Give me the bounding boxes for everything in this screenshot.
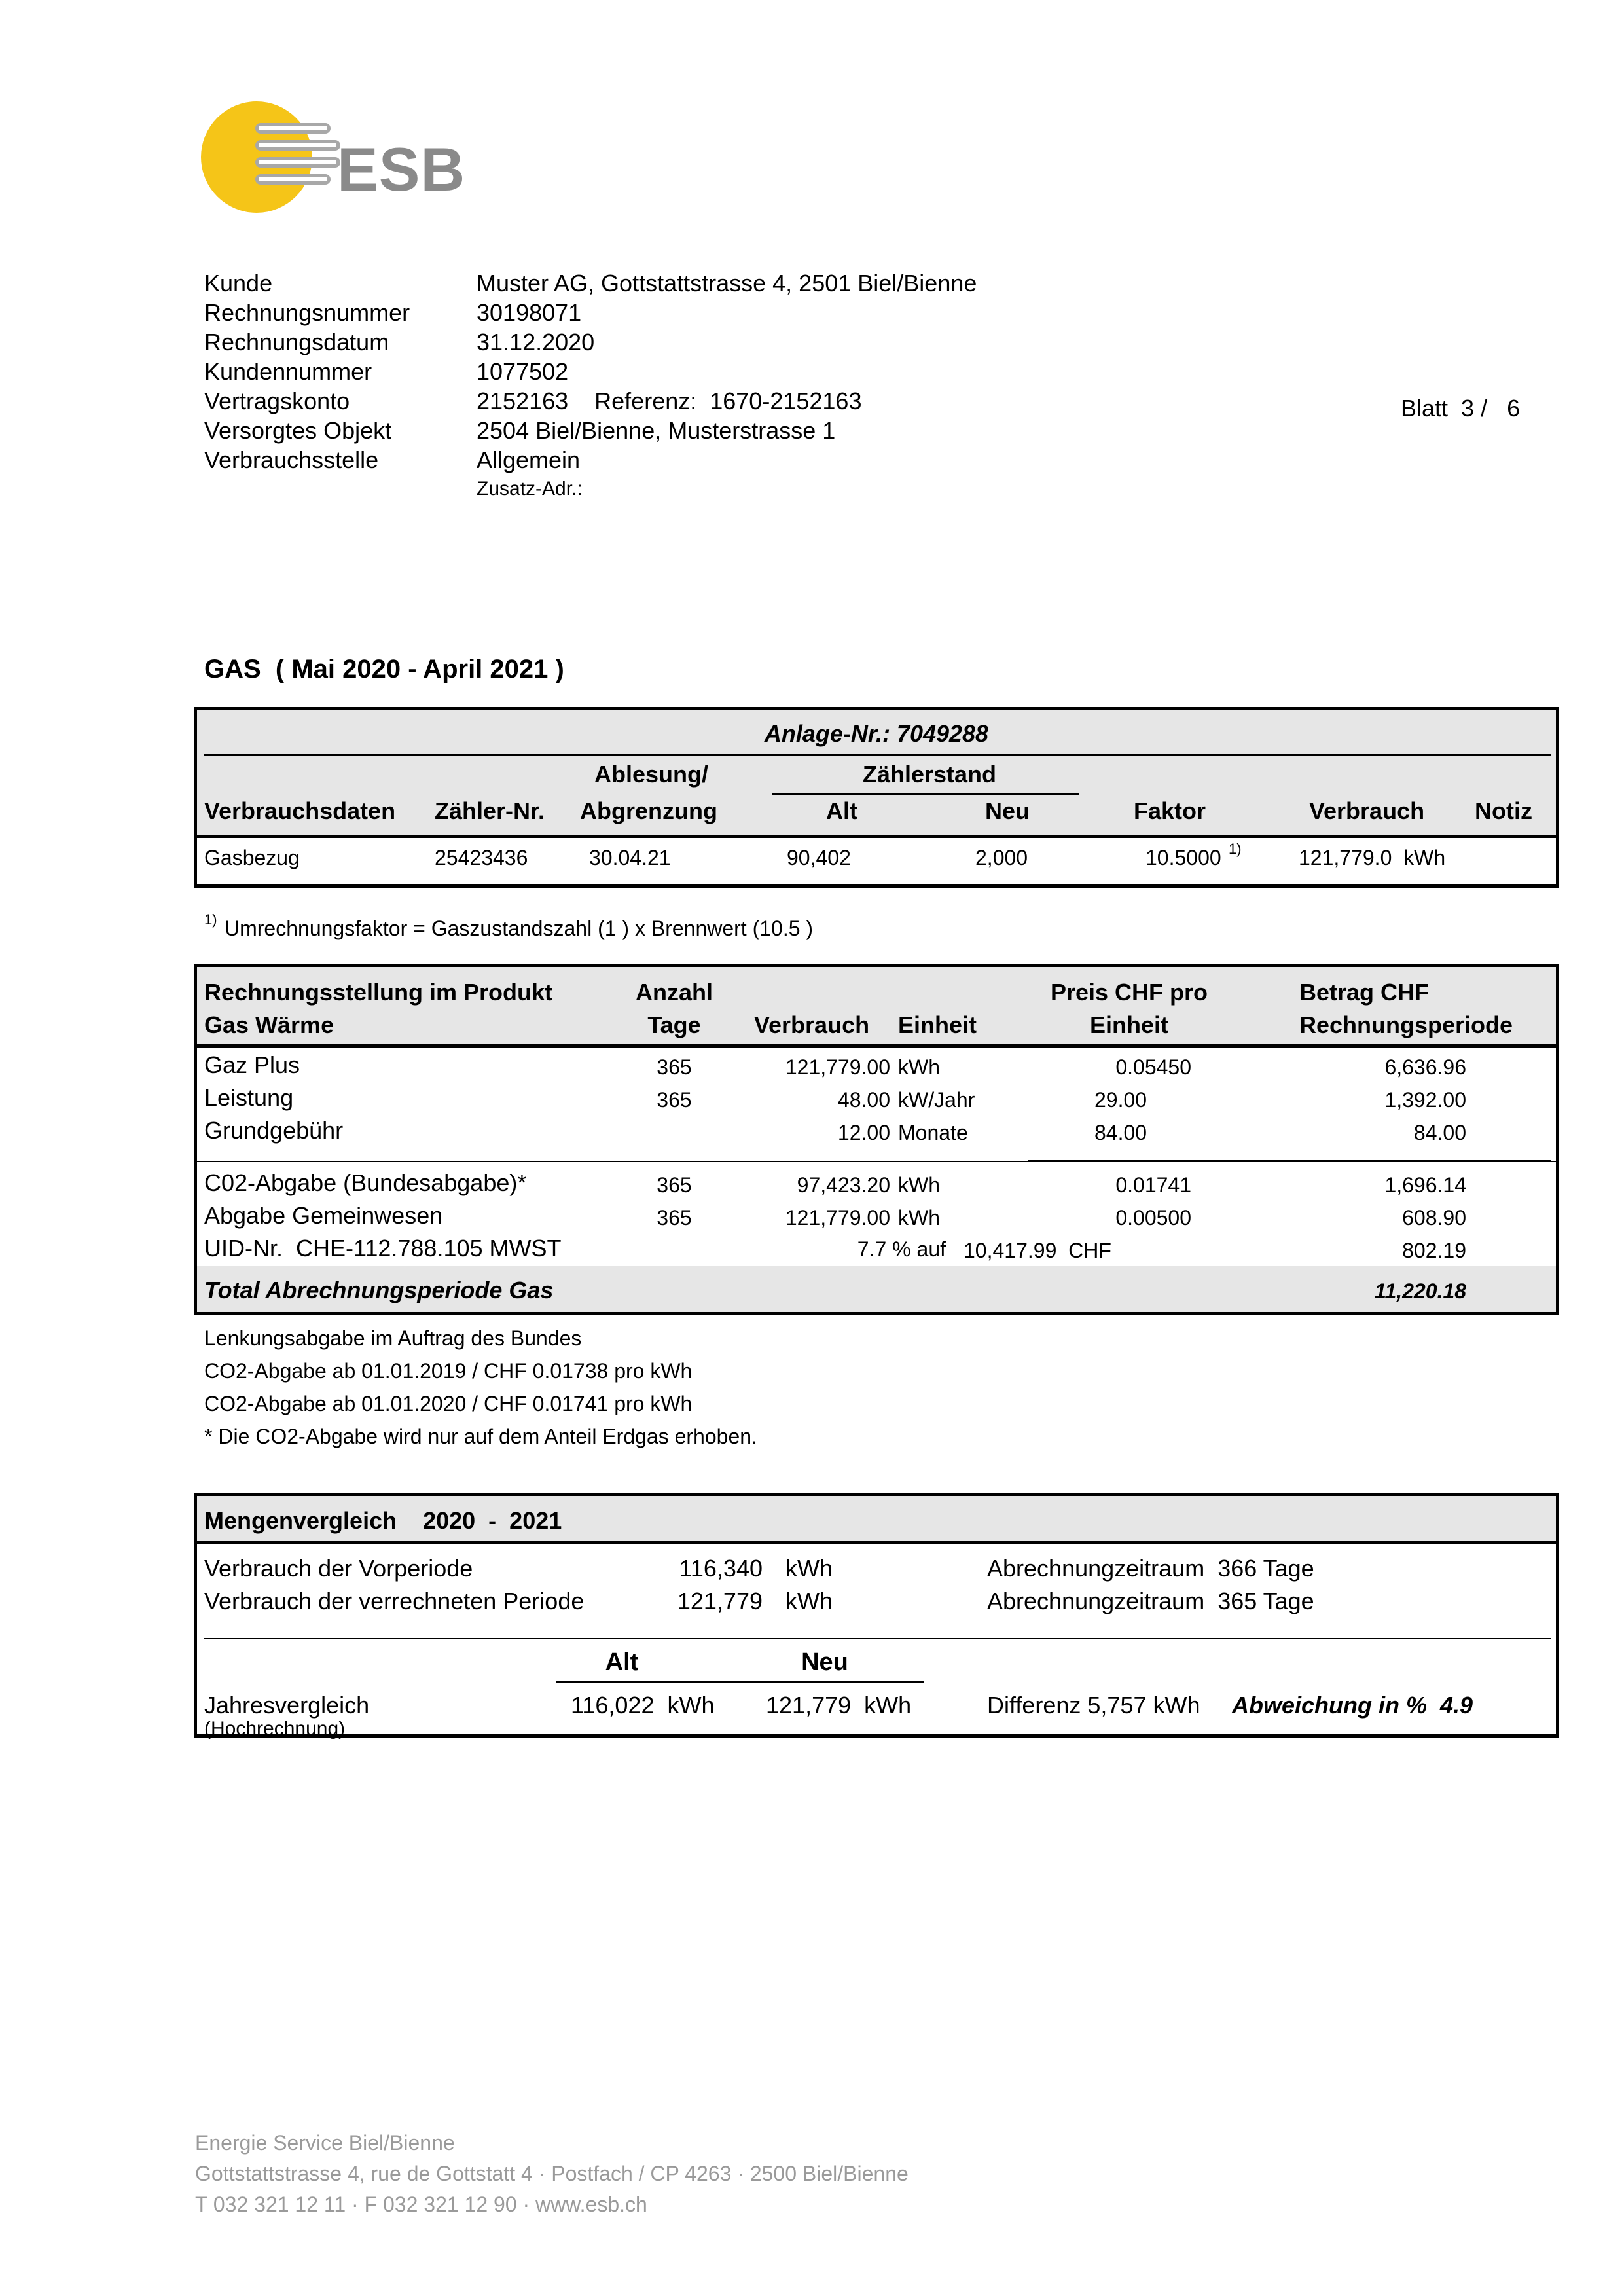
info-value: 30198071 bbox=[477, 299, 582, 326]
note-line: CO2-Abgabe ab 01.01.2019 / CHF 0.01738 pro kWh bbox=[204, 1359, 693, 1383]
footer-company: Energie Service Biel/Bienne bbox=[195, 2131, 455, 2155]
billing-row-tage: 365 bbox=[657, 1173, 692, 1197]
billing-row-preis: 84.00 bbox=[1094, 1121, 1147, 1144]
billing-row-einheit: kWh bbox=[898, 1206, 940, 1230]
header-zaehlerstand: Zählerstand bbox=[862, 761, 997, 788]
billing-row-name: Leistung bbox=[204, 1084, 294, 1111]
info-label: Vertragskonto bbox=[204, 388, 350, 414]
row-type: Gasbezug bbox=[204, 846, 300, 869]
info-value: 2152163 Referenz: 1670-2152163 bbox=[477, 388, 862, 414]
verrechnet-value: 121,779 bbox=[677, 1588, 763, 1614]
comparison-alt-header: Alt bbox=[605, 1649, 639, 1676]
billing-row-tage: 365 bbox=[657, 1206, 692, 1230]
note-line: Lenkungsabgabe im Auftrag des Bundes bbox=[204, 1326, 582, 1350]
info-value: Allgemein bbox=[477, 446, 581, 473]
info-value: Muster AG, Gottstattstrasse 4, 2501 Biel/Bienne bbox=[477, 270, 977, 297]
billing-row-name: Gaz Plus bbox=[204, 1051, 300, 1078]
billing-row-preis: 0.05450 bbox=[1115, 1055, 1191, 1079]
anlage-nr: Anlage-Nr.: 7049288 bbox=[764, 720, 989, 747]
billing-row-einheit: kW/Jahr bbox=[898, 1088, 975, 1112]
note-line: * Die CO2-Abgabe wird nur auf dem Anteil Erdgas erhoben. bbox=[204, 1425, 757, 1448]
billing-header-betrag: Betrag CHF bbox=[1299, 979, 1430, 1006]
billing-row-name: C02-Abgabe (Bundesabgabe)* bbox=[204, 1169, 527, 1196]
billing-row-betrag: 6,636.96 bbox=[1384, 1055, 1466, 1079]
vorperiode-label: Verbrauch der Vorperiode bbox=[204, 1555, 473, 1582]
uid-label: UID-Nr. CHE-112.788.105 MWST bbox=[204, 1235, 562, 1262]
row-verbrauch: 121,779.0 kWh bbox=[1299, 846, 1446, 869]
info-value: 1077502 bbox=[477, 358, 569, 385]
jahres-neu: 121,779 kWh bbox=[766, 1692, 912, 1719]
billing-row-einheit: kWh bbox=[898, 1055, 940, 1079]
billing-row-name: Abgabe Gemeinwesen bbox=[204, 1202, 443, 1229]
billing-row-verbrauch: 121,779.00 bbox=[785, 1206, 890, 1230]
divider bbox=[197, 1541, 1556, 1544]
divider bbox=[772, 793, 1079, 795]
divider bbox=[204, 1638, 1551, 1639]
note-line: CO2-Abgabe ab 01.01.2020 / CHF 0.01741 pro kWh bbox=[204, 1392, 693, 1415]
section-title: GAS ( Mai 2020 - April 2021 ) bbox=[204, 655, 564, 683]
billing-row-betrag: 1,696.14 bbox=[1384, 1173, 1466, 1197]
vorperiode-zeitraum: Abrechnungzeitraum 366 Tage bbox=[987, 1555, 1314, 1582]
verrechnet-unit: kWh bbox=[785, 1588, 833, 1614]
billing-row-betrag: 608.90 bbox=[1402, 1206, 1466, 1230]
row-faktor: 10.5000 bbox=[1145, 846, 1221, 869]
row-faktor-footnote: 1) bbox=[1229, 841, 1242, 857]
hochrechnung-label: (Hochrechnung) bbox=[204, 1718, 346, 1740]
billing-row-betrag: 1,392.00 bbox=[1384, 1088, 1466, 1112]
row-zaehler-nr: 25423436 bbox=[435, 846, 528, 869]
billing-header-gas-waerme: Gas Wärme bbox=[204, 1011, 334, 1038]
billing-row-verbrauch: 97,423.20 bbox=[797, 1173, 890, 1197]
billing-header-preis-einheit: Einheit bbox=[1089, 1011, 1168, 1038]
customer-info bbox=[0, 270, 1309, 505]
zusatz-adresse: Zusatz-Adr.: bbox=[477, 478, 583, 500]
info-label: Verbrauchsstelle bbox=[204, 446, 379, 473]
row-neu: 2,000 bbox=[975, 846, 1028, 869]
billing-header-verbrauch: Verbrauch bbox=[754, 1011, 870, 1038]
info-label: Versorgtes Objekt bbox=[204, 417, 392, 444]
info-label: Kunde bbox=[204, 270, 273, 297]
total-value: 11,220.18 bbox=[1375, 1279, 1466, 1303]
billing-row-preis: 29.00 bbox=[1094, 1088, 1147, 1112]
divider bbox=[197, 1044, 1556, 1048]
footnote-text: Umrechnungsfaktor = Gaszustandszahl (1 ) x Brennwert (10.5 ) bbox=[225, 917, 814, 940]
billing-row-preis: 0.00500 bbox=[1115, 1206, 1191, 1230]
billing-row-einheit: kWh bbox=[898, 1173, 940, 1197]
logo-text: ESB bbox=[337, 135, 466, 204]
billing-header-tage: Tage bbox=[647, 1011, 701, 1038]
info-label: Kundennummer bbox=[204, 358, 372, 385]
abweichung: Abweichung in % 4.9 bbox=[1232, 1692, 1473, 1719]
total-label: Total Abrechnungsperiode Gas bbox=[204, 1277, 554, 1303]
header-abgrenzung: Abgrenzung bbox=[580, 797, 717, 824]
differenz: Differenz 5,757 kWh bbox=[987, 1692, 1200, 1719]
footer-address: Gottstattstrasse 4, rue de Gottstatt 4 · Postfach / CP 4263 · 2500 Biel/Bienne bbox=[195, 2162, 909, 2185]
comparison-neu-header: Neu bbox=[801, 1649, 848, 1676]
footnote-marker: 1) bbox=[204, 911, 217, 928]
page-number: Blatt 3 / 6 bbox=[1401, 395, 1521, 422]
billing-row-einheit: Monate bbox=[898, 1121, 968, 1144]
vorperiode-unit: kWh bbox=[785, 1555, 833, 1582]
verrechnet-zeitraum: Abrechnungzeitraum 365 Tage bbox=[987, 1588, 1314, 1614]
billing-row-verbrauch: 121,779.00 bbox=[785, 1055, 890, 1079]
uid-percentage: 7.7 % auf bbox=[857, 1237, 946, 1261]
header-neu: Neu bbox=[985, 797, 1030, 824]
billing-row-verbrauch: 12.00 bbox=[837, 1121, 890, 1144]
billing-row-preis: 0.01741 bbox=[1115, 1173, 1191, 1197]
billing-header-preis: Preis CHF pro bbox=[1050, 979, 1208, 1006]
jahres-alt: 116,022 kWh bbox=[571, 1692, 715, 1719]
divider bbox=[204, 754, 1551, 756]
header-zaehler-nr: Zähler-Nr. bbox=[435, 797, 545, 824]
comparison-title: Mengenvergleich 2020 - 2021 bbox=[204, 1507, 562, 1534]
uid-betrag: 802.19 bbox=[1402, 1239, 1466, 1262]
header-notiz: Notiz bbox=[1475, 797, 1532, 824]
billing-row-verbrauch: 48.00 bbox=[837, 1088, 890, 1112]
uid-basis: 10,417.99 CHF bbox=[964, 1239, 1111, 1262]
info-value: 2504 Biel/Bienne, Musterstrasse 1 bbox=[477, 417, 836, 444]
billing-header-anzahl: Anzahl bbox=[635, 979, 713, 1006]
footer-contact: T 032 321 12 11 · F 032 321 12 90 · www.esb.ch bbox=[195, 2193, 647, 2216]
billing-header-rechnungsperiode: Rechnungsperiode bbox=[1299, 1011, 1513, 1038]
header-faktor: Faktor bbox=[1134, 797, 1206, 824]
divider bbox=[197, 835, 1556, 838]
divider bbox=[197, 1161, 1556, 1162]
verrechnet-label: Verbrauch der verrechneten Periode bbox=[204, 1588, 585, 1614]
info-label: Rechnungsdatum bbox=[204, 329, 389, 355]
row-datum: 30.04.21 bbox=[589, 846, 671, 869]
divider bbox=[556, 1681, 924, 1683]
jahresvergleich-label: Jahresvergleich bbox=[204, 1692, 370, 1719]
billing-header-produkt: Rechnungsstellung im Produkt bbox=[204, 979, 553, 1006]
billing-row-name: Grundgebühr bbox=[204, 1117, 344, 1144]
billing-header-einheit: Einheit bbox=[898, 1011, 977, 1038]
info-label: Rechnungsnummer bbox=[204, 299, 410, 326]
billing-row-tage: 365 bbox=[657, 1088, 692, 1112]
info-value: 31.12.2020 bbox=[477, 329, 595, 355]
header-verbrauchsdaten: Verbrauchsdaten bbox=[204, 797, 396, 824]
billing-row-tage: 365 bbox=[657, 1055, 692, 1079]
header-verbrauch: Verbrauch bbox=[1309, 797, 1425, 824]
billing-row-betrag: 84.00 bbox=[1413, 1121, 1466, 1144]
row-alt: 90,402 bbox=[787, 846, 851, 869]
header-ablesung: Ablesung/ bbox=[594, 761, 708, 788]
header-alt: Alt bbox=[826, 797, 857, 824]
vorperiode-value: 116,340 bbox=[679, 1555, 763, 1582]
